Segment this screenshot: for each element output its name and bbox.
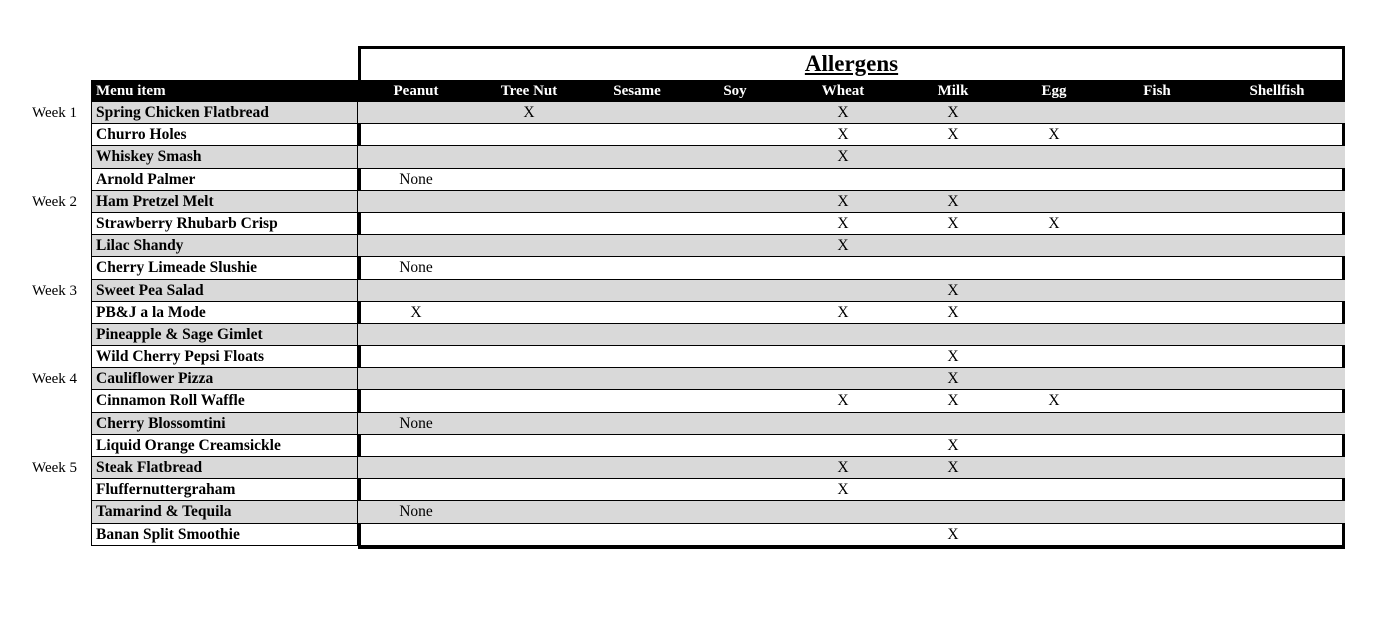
table-row bbox=[91, 124, 1345, 146]
allergen-mark: X bbox=[837, 214, 849, 232]
allergen-mark: X bbox=[837, 104, 849, 121]
allergens-title: Allergens bbox=[804, 51, 899, 76]
menu-item-name: Wild Cherry Pepsi Floats bbox=[91, 346, 358, 367]
allergen-mark: X bbox=[947, 126, 959, 144]
week-label: Week 4 bbox=[32, 371, 78, 388]
menu-item-header: Menu item bbox=[96, 83, 166, 99]
week-label: Week 3 bbox=[32, 282, 78, 299]
allergen-mark: X bbox=[837, 237, 849, 255]
table-row bbox=[91, 235, 1345, 257]
menu-item-name: Liquid Orange Creamsickle bbox=[91, 435, 358, 456]
allergen-mark: X bbox=[947, 459, 959, 476]
menu-item-name: Strawberry Rhubarb Crisp bbox=[91, 213, 358, 234]
allergen-mark: X bbox=[837, 148, 849, 166]
menu-item-name: Arnold Palmer bbox=[91, 169, 358, 190]
allergen-header-peanut: Peanut bbox=[393, 83, 439, 99]
menu-item-name: Churro Holes bbox=[91, 124, 358, 145]
allergen-header-soy: Soy bbox=[723, 83, 747, 99]
week-label: Week 5 bbox=[32, 460, 78, 477]
table-row bbox=[91, 102, 1345, 124]
allergen-mark: X bbox=[837, 192, 849, 210]
table-row bbox=[91, 280, 1345, 302]
allergen-mark: X bbox=[837, 459, 849, 476]
table-row bbox=[91, 146, 1345, 168]
allergen-mark: X bbox=[523, 104, 535, 121]
allergen-mark: None bbox=[399, 170, 433, 188]
table-row bbox=[91, 169, 1345, 191]
allergen-mark: X bbox=[947, 192, 959, 210]
table-row bbox=[91, 479, 1345, 501]
table-row bbox=[91, 457, 1345, 479]
table-header-row bbox=[91, 80, 1345, 102]
menu-item-name: Lilac Shandy bbox=[91, 235, 358, 256]
allergen-mark: X bbox=[947, 436, 959, 454]
allergen-mark: X bbox=[837, 481, 849, 499]
table-row bbox=[91, 302, 1345, 324]
table-row bbox=[91, 346, 1345, 368]
week-label: Week 1 bbox=[32, 105, 78, 121]
menu-item-name: Cherry Limeade Slushie bbox=[91, 257, 358, 278]
allergen-header-shellfish: Shellfish bbox=[1249, 83, 1305, 99]
menu-item-name: Ham Pretzel Melt bbox=[91, 191, 358, 212]
menu-item-name: Cinnamon Roll Waffle bbox=[91, 390, 358, 411]
allergen-mark: X bbox=[947, 392, 959, 410]
menu-item-name: Cauliflower Pizza bbox=[91, 368, 358, 389]
menu-item-name: Banan Split Smoothie bbox=[91, 524, 358, 545]
allergen-header-egg: Egg bbox=[1041, 83, 1067, 99]
allergen-mark: None bbox=[399, 503, 433, 521]
allergen-mark: X bbox=[947, 370, 959, 388]
menu-item-name: Whiskey Smash bbox=[91, 146, 358, 167]
allergen-mark: X bbox=[947, 525, 959, 543]
allergen-mark: X bbox=[1048, 214, 1060, 232]
menu-item-name: PB&J a la Mode bbox=[91, 302, 358, 323]
table-row bbox=[91, 368, 1345, 390]
table-row bbox=[91, 390, 1345, 412]
menu-item-name: Tamarind & Tequila bbox=[91, 501, 358, 522]
allergen-mark: X bbox=[947, 104, 959, 121]
allergen-mark: X bbox=[410, 303, 422, 321]
menu-item-name: Steak Flatbread bbox=[91, 457, 358, 478]
table-row bbox=[91, 324, 1345, 346]
allergen-mark: None bbox=[399, 259, 433, 277]
table-row bbox=[91, 435, 1345, 457]
allergen-header-wheat: Wheat bbox=[821, 83, 865, 99]
allergen-mark: X bbox=[947, 348, 959, 366]
allergen-header-tree-nut: Tree Nut bbox=[500, 83, 558, 99]
week-label: Week 2 bbox=[32, 193, 78, 210]
allergen-mark: X bbox=[837, 303, 849, 321]
allergen-mark: X bbox=[837, 126, 849, 144]
table-row bbox=[91, 524, 1345, 546]
menu-table-body bbox=[91, 102, 1345, 546]
allergen-mark: X bbox=[947, 214, 959, 232]
menu-item-name: Sweet Pea Salad bbox=[91, 280, 358, 301]
menu-item-name: Cherry Blossomtini bbox=[91, 413, 358, 434]
allergen-mark: X bbox=[1048, 126, 1060, 144]
allergen-mark: X bbox=[947, 281, 959, 299]
table-row bbox=[91, 213, 1345, 235]
allergen-mark: X bbox=[837, 392, 849, 410]
menu-item-name: Pineapple & Sage Gimlet bbox=[91, 324, 358, 345]
table-row bbox=[91, 501, 1345, 523]
allergen-mark: X bbox=[947, 303, 959, 321]
allergen-mark: None bbox=[399, 414, 433, 432]
table-row bbox=[91, 257, 1345, 279]
menu-item-name: Spring Chicken Flatbread bbox=[91, 102, 358, 123]
menu-item-name: Fluffernuttergraham bbox=[91, 479, 358, 500]
allergen-header-sesame: Sesame bbox=[613, 83, 661, 99]
table-row bbox=[91, 191, 1345, 213]
table-row bbox=[91, 413, 1345, 435]
allergen-mark: X bbox=[1048, 392, 1060, 410]
allergen-header-milk: Milk bbox=[937, 83, 969, 99]
allergen-header-fish: Fish bbox=[1143, 83, 1171, 99]
